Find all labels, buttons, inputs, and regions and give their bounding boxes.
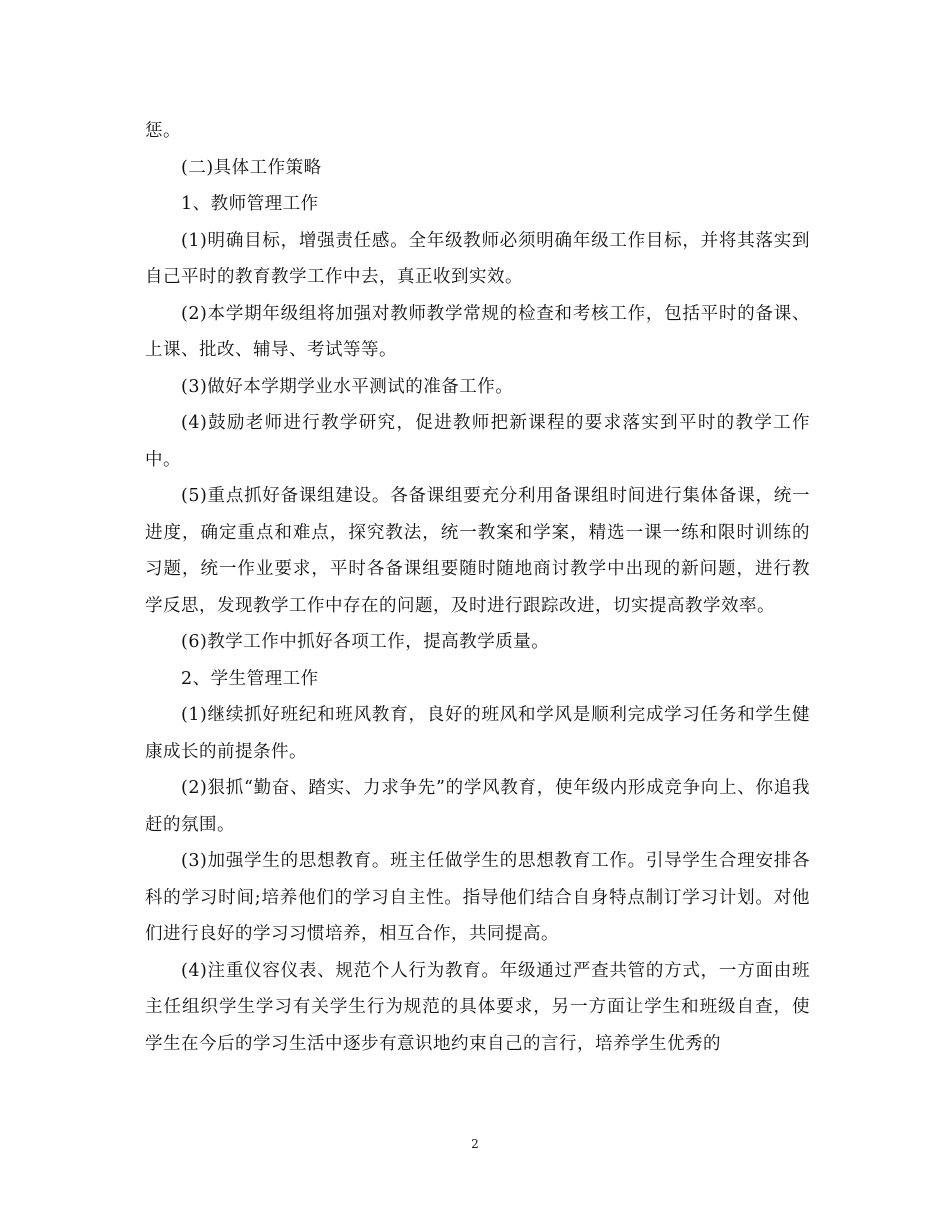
subheading-teacher-management: 1、教师管理工作 <box>181 194 319 214</box>
paragraph-student-item-2: (2)狠抓“勤奋、踏实、力求争先”的学风教育，使年级内形成竞争向上、你追我赶的氛围。 <box>145 778 810 835</box>
paragraph-teacher-item-3: (3)做好本学期学业水平测试的准备工作。 <box>181 376 514 397</box>
paragraph-teacher-item-6: (6)教学工作中抓好各项工作，提高教学质量。 <box>181 632 550 652</box>
paragraph-teacher-item-2: (2)本学期年级组将加强对教师教学常规的检查和考核工作，包括平时的备课、上课、批改、辅导、考试等等。 <box>145 303 810 360</box>
paragraph-student-item-3: (3)加强学生的思想教育。班主任做学生的思想教育工作。引导学生合理安排各科的学习时间;培养他们的学习自主性。指导他们结合自身特点制订学习计划。对他们进行良好的学习习惯培养，相互合作，共同提高。 <box>145 851 810 944</box>
paragraph-student-item-1: (1)继续抓好班纪和班风教育，良好的班风和学风是顺利完成学习任务和学生健康成长的前提条件。 <box>145 705 810 762</box>
page-number: 2 <box>471 1137 479 1151</box>
paragraph-continuation: 惩。 <box>145 121 181 141</box>
subheading-student-management: 2、学生管理工作 <box>181 668 319 689</box>
paragraph-student-item-4: (4)注重仪容仪表、规范个人行为教育。年级通过严查共管的方式，一方面由班主任组织学生学习有关学生行为规范的具体要求，另一方面让学生和班级自查，使学生在今后的学习生活中逐步有意识地约束自己的言行，培养学生优秀的 <box>145 960 810 1054</box>
document-body <box>145 113 810 1062</box>
paragraph-teacher-item-1: (1)明确目标，增强责任感。全年级教师必须明确年级工作目标，并将其落实到自己平时的教育教学工作中去，真正收到实效。 <box>145 230 810 287</box>
section-heading-strategies: (二)具体工作策略 <box>181 157 322 178</box>
paragraph-teacher-item-4: (4)鼓励老师进行教学研究，促进教师把新课程的要求落实到平时的教学工作中。 <box>145 413 810 470</box>
paragraph-teacher-item-5: (5)重点抓好备课组建设。各备课组要充分利用备课组时间进行集体备课，统一进度，确定重点和难点，探究教法，统一教案和学案，精选一课一练和限时训练的习题，统一作业要求，平时各备课组要随时随地商讨教学中出现的新问题，进行教学反思，发现教学工作中存在的问题，及时进行跟踪改进，切实提高教学效率。 <box>145 486 810 616</box>
